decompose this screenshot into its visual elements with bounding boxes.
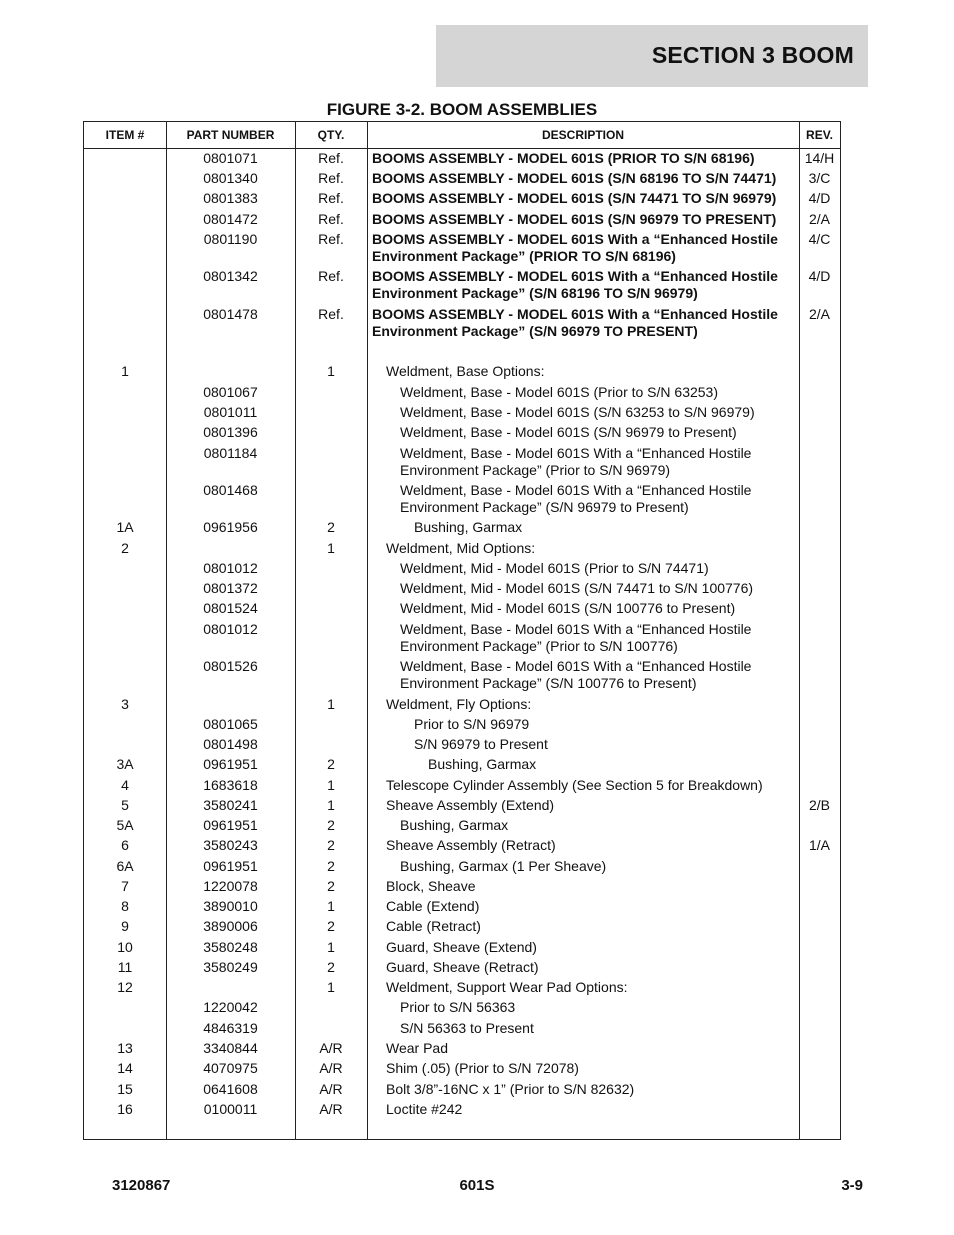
description-cell: Weldment, Base - Model 601S With a “Enhanced Hostile Environment Package” (Prior to S/N 100776) [400, 621, 752, 654]
qty-cell: 1 [327, 797, 335, 813]
description-cell: Bushing, Garmax [428, 756, 537, 772]
part-number-cell: 1220078 [203, 878, 258, 894]
description-cell: Wear Pad [386, 1040, 448, 1056]
description-cell: Bushing, Garmax (1 Per Sheave) [400, 858, 607, 874]
description-cell: Weldment, Base - Model 601S (Prior to S/N 63253) [400, 384, 719, 400]
description-cell: BOOMS ASSEMBLY - MODEL 601S (S/N 96979 TO PRESENT) [372, 211, 777, 227]
part-number-cell: 0801067 [203, 384, 258, 400]
qty-cell: 1 [327, 540, 335, 556]
part-number-cell: 0801190 [203, 231, 258, 247]
part-number-cell: 3580248 [203, 939, 258, 955]
part-number-cell: 3890006 [203, 918, 258, 934]
qty-cell: Ref. [318, 306, 344, 322]
rev-cell: 2/A [808, 306, 830, 322]
description-cell: Bolt 3/8”-16NC x 1” (Prior to S/N 82632) [386, 1081, 635, 1097]
part-number-cell: 0801065 [203, 716, 258, 732]
item-number-cell: 2 [121, 540, 129, 556]
rev-cell: 1/A [808, 837, 830, 853]
description-cell: Weldment, Support Wear Pad Options: [386, 979, 628, 995]
qty-cell: Ref. [318, 150, 344, 166]
qty-cell: 1 [327, 898, 335, 914]
description-cell: Bushing, Garmax [414, 519, 523, 535]
description-cell: Guard, Sheave (Retract) [386, 959, 539, 975]
figure-title: FIGURE 3-2. BOOM ASSEMBLIES [326, 100, 598, 119]
part-number-cell: 3340844 [203, 1040, 258, 1056]
item-number-cell: 1 [121, 363, 129, 379]
description-cell: Weldment, Base - Model 601S With a “Enhanced Hostile Environment Package” (Prior to S/N 96979) [400, 445, 752, 478]
footer-doc-number: 3120867 [112, 1177, 171, 1194]
item-number-cell: 6A [116, 858, 134, 874]
column-header-description: DESCRIPTION [541, 128, 624, 142]
part-number-cell: 0961951 [203, 756, 258, 772]
part-number-cell: 0100011 [203, 1101, 258, 1117]
item-number-cell: 14 [117, 1060, 133, 1076]
description-cell: Weldment, Base Options: [386, 363, 545, 379]
rev-cell: 4/D [808, 190, 831, 206]
qty-cell: A/R [319, 1081, 343, 1097]
description-cell: Weldment, Mid Options: [386, 540, 536, 556]
section-header [436, 25, 868, 87]
part-number-cell: 0801012 [203, 560, 258, 576]
part-number-cell: 0801478 [203, 306, 258, 322]
part-number-cell: 0801071 [203, 150, 258, 166]
part-number-cell: 0801396 [203, 424, 258, 440]
rev-cell: 4/C [808, 231, 831, 247]
description-cell: Weldment, Base - Model 601S (S/N 96979 to Present) [400, 424, 737, 440]
rev-cell: 4/D [808, 268, 831, 284]
description-cell: S/N 56363 to Present [400, 1020, 534, 1036]
part-number-cell: 0801468 [203, 482, 258, 498]
part-number-cell: 3580243 [203, 837, 258, 853]
description-cell: Block, Sheave [386, 878, 476, 894]
qty-cell: 1 [327, 939, 335, 955]
item-number-cell: 3 [121, 696, 129, 712]
description-cell: Weldment, Base - Model 601S With a “Enhanced Hostile Environment Package” (S/N 100776 to Present) [400, 658, 752, 691]
footer-model: 601S [459, 1177, 495, 1194]
description-cell: BOOMS ASSEMBLY - MODEL 601S (PRIOR TO S/N 68196) [372, 150, 755, 166]
qty-cell: 2 [327, 756, 335, 772]
qty-cell: 2 [327, 918, 335, 934]
qty-cell: Ref. [318, 190, 344, 206]
qty-cell: 1 [327, 363, 335, 379]
rev-cell: 2/B [808, 797, 830, 813]
qty-cell: A/R [319, 1101, 343, 1117]
description-cell: Bushing, Garmax [400, 817, 509, 833]
item-number-cell: 13 [117, 1040, 133, 1056]
column-header-part-number: PART NUMBER [186, 128, 275, 142]
item-number-cell: 12 [117, 979, 133, 995]
qty-cell: 2 [327, 858, 335, 874]
part-number-cell: 1683618 [203, 777, 258, 793]
item-number-cell: 4 [121, 777, 129, 793]
item-number-cell: 6 [121, 837, 129, 853]
description-cell: Weldment, Mid - Model 601S (Prior to S/N 74471) [400, 560, 709, 576]
part-number-cell: 0801372 [203, 580, 258, 596]
part-number-cell: 0801472 [203, 211, 258, 227]
qty-cell: 2 [327, 837, 335, 853]
item-number-cell: 5A [116, 817, 134, 833]
item-number-cell: 1A [116, 519, 134, 535]
qty-cell: A/R [319, 1060, 343, 1076]
description-cell: BOOMS ASSEMBLY - MODEL 601S (S/N 74471 TO S/N 96979) [372, 190, 777, 206]
rev-cell: 2/A [808, 211, 830, 227]
item-number-cell: 3A [116, 756, 134, 772]
item-number-cell: 10 [117, 939, 133, 955]
description-cell: Sheave Assembly (Retract) [386, 837, 556, 853]
description-cell: Shim (.05) (Prior to S/N 72078) [386, 1060, 579, 1076]
description-cell: Telescope Cylinder Assembly (See Section 5 for Breakdown) [386, 777, 763, 793]
description-cell: Cable (Retract) [386, 918, 481, 934]
description-cell: BOOMS ASSEMBLY - MODEL 601S With a “Enhanced Hostile Environment Package” (PRIOR TO S/N 68196) [372, 231, 778, 264]
part-number-cell: 0801340 [203, 170, 258, 186]
part-number-cell: 3890010 [203, 898, 258, 914]
part-number-cell: 0641608 [203, 1081, 258, 1097]
part-number-cell: 1220042 [203, 999, 258, 1015]
item-number-cell: 8 [121, 898, 129, 914]
qty-cell: 1 [327, 979, 335, 995]
item-number-cell: 16 [117, 1101, 133, 1117]
part-number-cell: 0961956 [203, 519, 258, 535]
section-title: SECTION 3 BOOM [651, 42, 854, 68]
part-number-cell: 0801526 [203, 658, 258, 674]
description-cell: S/N 96979 to Present [414, 736, 548, 752]
column-header-qty: QTY. [317, 128, 345, 142]
part-number-cell: 0801184 [203, 445, 258, 461]
item-number-cell: 11 [117, 959, 133, 975]
column-header-item: ITEM # [105, 128, 145, 142]
description-cell: Weldment, Fly Options: [386, 696, 532, 712]
description-cell: Weldment, Base - Model 601S With a “Enhanced Hostile Environment Package” (S/N 96979 to Present) [400, 482, 752, 515]
qty-cell: Ref. [318, 211, 344, 227]
description-cell: Loctite #242 [386, 1101, 463, 1117]
description-cell: Cable (Extend) [386, 898, 480, 914]
item-number-cell: 7 [121, 878, 129, 894]
description-cell: Guard, Sheave (Extend) [386, 939, 537, 955]
qty-cell: Ref. [318, 170, 344, 186]
qty-cell: 1 [327, 777, 335, 793]
qty-cell: 2 [327, 959, 335, 975]
qty-cell: 2 [327, 519, 335, 535]
part-number-cell: 0801342 [203, 268, 258, 284]
part-number-cell: 0801524 [203, 600, 258, 616]
part-number-cell: 0801383 [203, 190, 258, 206]
column-header-rev: REV. [806, 128, 833, 142]
part-number-cell: 0801498 [203, 736, 258, 752]
description-cell: Weldment, Base - Model 601S (S/N 63253 to S/N 96979) [400, 404, 755, 420]
header-divider [84, 148, 840, 149]
item-number-cell: 9 [121, 918, 129, 934]
part-number-cell: 0961951 [203, 858, 258, 874]
parts-table [83, 121, 841, 1140]
footer-page-number: 3-9 [841, 1177, 863, 1194]
part-number-cell: 0961951 [203, 817, 258, 833]
part-number-cell: 4846319 [203, 1020, 258, 1036]
description-cell: Prior to S/N 96979 [414, 716, 530, 732]
qty-cell: 2 [327, 817, 335, 833]
description-cell: Prior to S/N 56363 [400, 999, 516, 1015]
qty-cell: 1 [327, 696, 335, 712]
description-cell: Weldment, Mid - Model 601S (S/N 100776 to Present) [400, 600, 736, 616]
part-number-cell: 3580241 [203, 797, 258, 813]
item-number-cell: 15 [117, 1081, 133, 1097]
part-number-cell: 0801012 [203, 621, 258, 637]
column-divider [367, 122, 368, 1139]
rev-cell: 3/C [808, 170, 831, 186]
qty-cell: Ref. [318, 231, 344, 247]
qty-cell: Ref. [318, 268, 344, 284]
description-cell: Weldment, Mid - Model 601S (S/N 74471 to S/N 100776) [400, 580, 754, 596]
description-cell: BOOMS ASSEMBLY - MODEL 601S With a “Enhanced Hostile Environment Package” (S/N 96979 TO PRESENT) [372, 306, 778, 339]
description-cell: BOOMS ASSEMBLY - MODEL 601S (S/N 68196 TO S/N 74471) [372, 170, 777, 186]
part-number-cell: 4070975 [203, 1060, 258, 1076]
description-cell: Sheave Assembly (Extend) [386, 797, 555, 813]
description-cell: BOOMS ASSEMBLY - MODEL 601S With a “Enhanced Hostile Environment Package” (S/N 68196 TO S/N 96979) [372, 268, 778, 301]
part-number-cell: 3580249 [203, 959, 258, 975]
part-number-cell: 0801011 [203, 404, 258, 420]
qty-cell: 2 [327, 878, 335, 894]
rev-cell: 14/H [804, 150, 835, 166]
qty-cell: A/R [319, 1040, 343, 1056]
item-number-cell: 5 [121, 797, 129, 813]
